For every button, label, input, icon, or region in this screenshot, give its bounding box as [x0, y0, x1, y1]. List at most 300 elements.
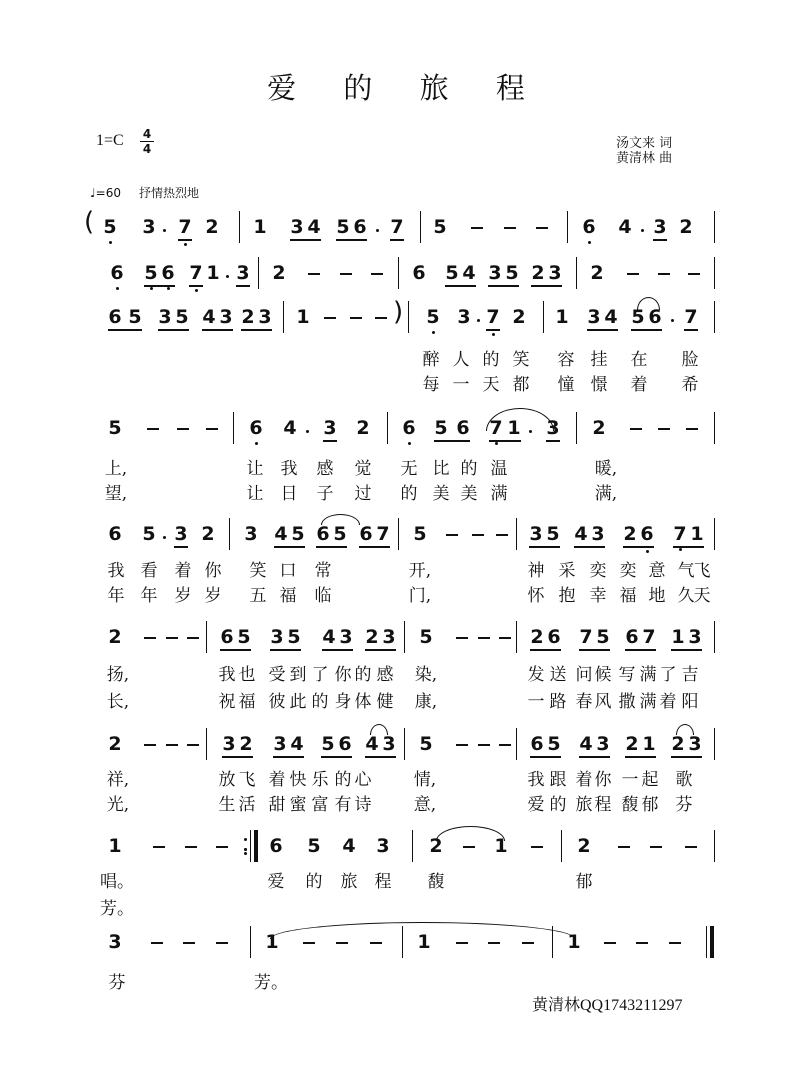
barline — [250, 926, 251, 958]
note: 1 — [671, 626, 685, 648]
barline — [206, 621, 207, 653]
dash — [371, 273, 383, 275]
note: 3 — [236, 262, 250, 284]
dash — [166, 744, 178, 746]
note: 4 — [283, 417, 297, 439]
barline — [516, 621, 517, 653]
beam-underline — [531, 285, 562, 287]
dash — [604, 942, 616, 944]
note: 3 — [290, 216, 304, 238]
lyric-char: 幸 — [589, 586, 607, 606]
note: 6 — [648, 306, 662, 328]
lyric-char: 爱 — [267, 872, 285, 892]
note: 4 — [604, 306, 618, 328]
augmentation-dot — [163, 536, 166, 539]
tie — [370, 724, 388, 735]
lyric-char: 程 — [374, 872, 392, 892]
note: 5 — [631, 306, 645, 328]
note: 6 — [353, 216, 367, 238]
lyric-char: 唱。 — [100, 872, 134, 892]
dash — [463, 846, 475, 848]
lyric-char: 飞 — [238, 770, 256, 790]
note: 4 — [618, 216, 632, 238]
barline — [258, 257, 259, 289]
note: 3 — [688, 733, 702, 755]
tie — [637, 297, 660, 310]
beam-underline — [365, 756, 396, 758]
repeat-dot — [244, 852, 247, 855]
dash — [536, 227, 548, 229]
dash — [496, 534, 508, 536]
lyric-char: 岁 — [204, 586, 222, 606]
lyric-char: 发 — [527, 665, 545, 685]
lyric-char: 康, — [414, 692, 438, 712]
lyric-char: 笑 — [512, 350, 530, 370]
note: 4 — [342, 835, 356, 857]
note: 1 — [507, 417, 521, 439]
lyric-char: 写 — [618, 665, 636, 685]
dash — [216, 942, 228, 944]
beam-underline — [529, 546, 560, 548]
note: 2 — [623, 523, 637, 545]
note: 1 — [296, 306, 310, 328]
barline — [229, 518, 230, 550]
beam-underline — [158, 329, 189, 331]
augmentation-dot — [163, 229, 166, 232]
dash — [187, 744, 199, 746]
lyric-char: 年 — [107, 586, 125, 606]
note: 4 — [290, 733, 304, 755]
beam-underline — [365, 649, 396, 651]
note: 3 — [546, 417, 560, 439]
dash — [499, 637, 511, 639]
note: 1 — [108, 835, 122, 857]
beam-underline — [144, 285, 175, 287]
expression-text: 抒情热烈地 — [138, 186, 199, 200]
lyric-char: 容 — [557, 350, 575, 370]
lyric-char: 快 — [289, 770, 307, 790]
lyric-char: 光, — [106, 795, 130, 815]
beam-underline — [202, 329, 233, 331]
note: 2 — [530, 626, 544, 648]
note: 3 — [688, 626, 702, 648]
underline — [653, 239, 667, 241]
lyric-char: 望, — [104, 484, 128, 504]
beam-underline — [530, 756, 561, 758]
lyric-char: 路 — [549, 692, 567, 712]
note: 6 — [547, 626, 561, 648]
tempo-marking — [90, 184, 199, 201]
note: 6 — [161, 262, 175, 284]
augmentation-dot — [226, 275, 229, 278]
beam-underline — [322, 649, 353, 651]
beam-underline — [631, 329, 662, 331]
dash — [185, 846, 197, 848]
lyric-char: 着 — [659, 692, 677, 712]
lyric-char: 长, — [106, 692, 130, 712]
lyric-char: 挂 — [590, 350, 608, 370]
lyric-char: 在 — [630, 350, 648, 370]
dash — [324, 317, 336, 319]
note: 6 — [640, 523, 654, 545]
dash — [206, 428, 218, 430]
lyric-char: 意, — [413, 795, 437, 815]
lyric-char: 旅 — [340, 872, 358, 892]
note: 5 — [505, 262, 519, 284]
lyric-char: 醉 — [422, 350, 440, 370]
note: 3 — [258, 306, 272, 328]
lyric-char: 着 — [575, 770, 593, 790]
note: 5 — [445, 262, 459, 284]
lyric-char: 我 — [527, 770, 545, 790]
dash — [446, 534, 458, 536]
beam-underline — [579, 649, 610, 651]
dash — [147, 428, 159, 430]
barline — [398, 257, 399, 289]
note: 3 — [273, 733, 287, 755]
underline — [178, 239, 192, 241]
note: 5 — [547, 733, 561, 755]
note: 3 — [174, 523, 188, 545]
note: 3 — [587, 306, 601, 328]
lyric-char: 有 — [334, 795, 352, 815]
low-octave-dot — [184, 243, 187, 246]
low-octave-dot — [167, 287, 170, 290]
lyric-char: 感 — [316, 459, 334, 479]
note: 6 — [108, 306, 122, 328]
dash — [531, 846, 543, 848]
author-signature: 黄清林QQ1743211297 — [532, 997, 683, 1014]
lyric-char: 馥 — [427, 872, 445, 892]
note: 7 — [178, 216, 192, 238]
lyric-char: 都 — [512, 375, 530, 395]
note: 6 — [530, 733, 544, 755]
note: 7 — [486, 306, 500, 328]
note: 4 — [462, 262, 476, 284]
note: 3 — [108, 931, 122, 953]
dash — [618, 846, 630, 848]
augmentation-dot — [477, 319, 480, 322]
barline — [714, 728, 715, 760]
low-octave-dot — [646, 550, 649, 553]
lyric-char: 受 — [268, 665, 286, 685]
lyric-char: 郁 — [641, 795, 659, 815]
dash — [151, 942, 163, 944]
barline — [404, 621, 405, 653]
lyric-char: 的 — [549, 795, 567, 815]
note: 7 — [390, 216, 404, 238]
lyric-char: 了 — [311, 665, 329, 685]
note: 2 — [512, 306, 526, 328]
repeat-dot — [244, 838, 247, 841]
note: 5 — [237, 626, 251, 648]
note: 3 — [244, 523, 258, 545]
dash — [630, 428, 642, 430]
note: 5 — [333, 523, 347, 545]
note: 3 — [142, 216, 156, 238]
barline — [714, 301, 715, 333]
lyric-char: 的 — [460, 459, 478, 479]
lyric-char: 福 — [279, 586, 297, 606]
low-octave-dot — [109, 241, 112, 244]
note: 3 — [339, 626, 353, 648]
dash — [177, 428, 189, 430]
lyric-char: 满 — [639, 692, 657, 712]
note: 6 — [316, 523, 330, 545]
augmentation-dot — [641, 229, 644, 232]
lyric-char: 临 — [314, 586, 332, 606]
end-barline — [254, 830, 258, 862]
barline — [706, 926, 707, 958]
note: 5 — [419, 733, 433, 755]
note: 6 — [269, 835, 283, 857]
note: 2 — [679, 216, 693, 238]
lyric-char: 一 — [452, 375, 470, 395]
underline — [684, 329, 698, 331]
note: 2 — [592, 417, 606, 439]
lyric-char: 撒 — [618, 692, 636, 712]
tie — [321, 514, 360, 525]
note: 5 — [175, 306, 189, 328]
barline — [714, 412, 715, 444]
note: 3 — [270, 626, 284, 648]
lyric-char: 满, — [594, 484, 618, 504]
lyric-char: 意 — [648, 561, 666, 581]
note: 3 — [457, 306, 471, 328]
lyric-char: 你 — [334, 665, 352, 685]
time-top: 4 — [142, 127, 152, 141]
note: 3 — [488, 262, 502, 284]
barline — [714, 211, 715, 243]
barline — [714, 518, 715, 550]
lyric-char: 无 — [400, 459, 418, 479]
lyric-char: 送 — [549, 665, 567, 685]
beam-underline — [321, 756, 352, 758]
lyric-char: 身 — [334, 692, 352, 712]
barline — [398, 518, 399, 550]
beam-underline — [316, 546, 347, 548]
lyric-char: 跟 — [549, 770, 567, 790]
note: 6 — [108, 523, 122, 545]
beam-underline — [530, 649, 561, 651]
note: 3 — [548, 262, 562, 284]
song-title: 爱 的 旅 程 — [267, 71, 544, 105]
note: 7 — [642, 626, 656, 648]
time-signature — [140, 128, 154, 155]
lyric-char: 染, — [414, 665, 438, 685]
lyric-char: 天 — [693, 586, 711, 606]
lyric-char: 芳。 — [254, 973, 288, 993]
dash — [216, 846, 228, 848]
note: 6 — [582, 216, 596, 238]
lyric-char: 笑 — [249, 561, 267, 581]
dash — [183, 942, 195, 944]
lyric-char: 彼 — [268, 692, 286, 712]
note: 5 — [108, 417, 122, 439]
lyric-char: 一 — [527, 692, 545, 712]
beam-underline — [273, 756, 304, 758]
key-signature: 1=C — [96, 132, 124, 149]
beam-underline — [434, 440, 470, 442]
beam-underline — [673, 546, 704, 548]
note: 7 — [489, 417, 503, 439]
lyric-char: 你 — [204, 561, 222, 581]
note: 1 — [690, 523, 704, 545]
dash — [144, 744, 156, 746]
dash — [658, 273, 670, 275]
note: 5 — [128, 306, 142, 328]
note: 6 — [402, 417, 416, 439]
lyric-char: 祝 — [218, 692, 236, 712]
lyric-char: 比 — [432, 459, 450, 479]
low-octave-dot — [195, 289, 198, 292]
barline — [283, 301, 284, 333]
lyric-char: 福 — [619, 586, 637, 606]
note: 2 — [201, 523, 215, 545]
tie — [270, 922, 576, 939]
lyric-char: 蜜 — [289, 795, 307, 815]
lyric-char: 一 — [621, 770, 639, 790]
dash — [375, 317, 387, 319]
note: 4 — [574, 523, 588, 545]
note: 3 — [653, 216, 667, 238]
note: 5 — [144, 262, 158, 284]
lyric-char: 福 — [238, 692, 256, 712]
dash — [522, 942, 534, 944]
lyric-char: 了 — [659, 665, 677, 685]
note: 3 — [596, 733, 610, 755]
note: 6 — [220, 626, 234, 648]
dash — [499, 744, 511, 746]
dash — [303, 942, 315, 944]
dash — [340, 273, 352, 275]
note: 3 — [376, 835, 390, 857]
note: 5 — [413, 523, 427, 545]
lyric-char: 抱 — [558, 586, 576, 606]
lyric-char: 扬, — [106, 665, 130, 685]
lyric-char: 我 — [107, 561, 125, 581]
note: 6 — [249, 417, 263, 439]
dash — [488, 942, 500, 944]
note: 2 — [429, 835, 443, 857]
dash — [658, 428, 670, 430]
note: 1 — [417, 931, 431, 953]
beam-underline — [222, 756, 253, 758]
lyric-char: 情, — [413, 770, 437, 790]
low-octave-dot — [679, 548, 682, 551]
lyric-char: 我 — [218, 665, 236, 685]
underline — [236, 285, 250, 287]
underline — [174, 546, 188, 548]
augmentation-dot — [306, 430, 309, 433]
lyric-char: 活 — [238, 795, 256, 815]
note: 5 — [546, 523, 560, 545]
note: 5 — [287, 626, 301, 648]
tie — [486, 408, 554, 431]
lyric-char: 的 — [400, 484, 418, 504]
dash — [669, 942, 681, 944]
lyric-char: 的 — [311, 692, 329, 712]
note: 2 — [365, 626, 379, 648]
note: 1 — [265, 931, 279, 953]
beam-underline — [625, 756, 656, 758]
note: 6 — [412, 262, 426, 284]
lyric-char: 温 — [490, 459, 508, 479]
lyric-char: 美 — [460, 484, 478, 504]
note: 7 — [684, 306, 698, 328]
note: 3 — [323, 417, 337, 439]
dash — [504, 227, 516, 229]
beam-underline — [445, 285, 476, 287]
lyric-char: 天 — [482, 375, 500, 395]
beam-underline — [270, 649, 301, 651]
barline — [516, 728, 517, 760]
lyric-char: 的 — [334, 770, 352, 790]
lyric-char: 觉 — [354, 459, 372, 479]
lyric-char: 着 — [174, 561, 192, 581]
lyric-char: 感 — [376, 665, 394, 685]
lyric-char: 希 — [681, 375, 699, 395]
note: 2 — [272, 262, 286, 284]
note: 4 — [365, 733, 379, 755]
beam-underline — [625, 649, 656, 651]
dash — [370, 942, 382, 944]
lyric-char: 的 — [482, 350, 500, 370]
barline — [561, 830, 562, 862]
note: 5 — [434, 417, 448, 439]
composer-credit: 黄清林 曲 — [616, 151, 673, 166]
lyric-char: 的 — [354, 665, 372, 685]
note: 1 — [253, 216, 267, 238]
lyric-char: 候 — [594, 665, 612, 685]
note: 6 — [110, 262, 124, 284]
underline — [189, 285, 203, 287]
barline — [206, 728, 207, 760]
note: 2 — [205, 216, 219, 238]
beam-underline — [290, 239, 321, 241]
dash — [187, 637, 199, 639]
barline — [714, 257, 715, 289]
note: 5 — [336, 216, 350, 238]
lyric-char: 爱 — [527, 795, 545, 815]
dash — [688, 273, 700, 275]
note: 5 — [596, 626, 610, 648]
lyric-char: 人 — [452, 350, 470, 370]
augmentation-dot — [244, 848, 247, 851]
lyric-char: 暖, — [594, 459, 618, 479]
note: 4 — [202, 306, 216, 328]
low-octave-dot — [588, 241, 591, 244]
dash — [456, 942, 468, 944]
lyric-char: 吉 — [681, 665, 699, 685]
note: 3 — [382, 733, 396, 755]
beam-underline — [671, 756, 702, 758]
note: 6 — [625, 626, 639, 648]
lyric-char: 春 — [575, 692, 593, 712]
beam-underline — [671, 649, 702, 651]
lyric-char: 放 — [218, 770, 236, 790]
lyric-char: 旅 — [575, 795, 593, 815]
barline — [543, 301, 544, 333]
note: 5 — [419, 626, 433, 648]
low-octave-dot — [408, 442, 411, 445]
lyric-char: 飞 — [693, 561, 711, 581]
low-octave-dot — [255, 442, 258, 445]
lyric-char: 祥, — [106, 770, 130, 790]
barline — [387, 412, 388, 444]
beam-underline — [241, 329, 272, 331]
note: 6 — [359, 523, 373, 545]
